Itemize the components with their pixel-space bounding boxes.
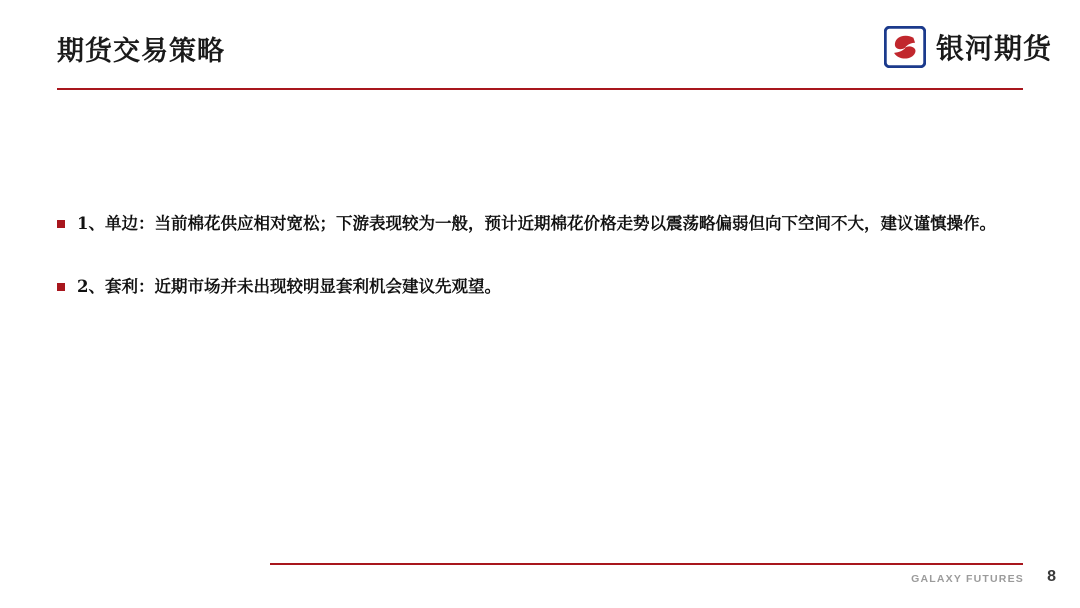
footer-divider	[270, 563, 1023, 565]
brand-logo-text: 银河期货	[935, 32, 1052, 65]
page-title: 期货交易策略	[57, 36, 225, 67]
slide-header	[0, 0, 1080, 92]
footer-brand-text: GALAXY FUTURES	[911, 573, 1024, 585]
list-item-text: 2、套利：近期市场并未出现较明显套利机会建议先观望。	[77, 276, 501, 296]
header-divider	[57, 88, 1023, 90]
list-item	[0, 273, 1080, 302]
galaxy-swirl-logo-icon	[884, 26, 926, 68]
list-item	[0, 210, 1080, 239]
slide-body	[0, 210, 1080, 336]
square-bullet-icon	[57, 220, 65, 228]
square-bullet-icon	[57, 283, 65, 291]
page-number: 8	[1047, 568, 1056, 585]
brand-logo	[884, 26, 1052, 68]
list-item-text: 1、单边：当前棉花供应相对宽松；下游表现较为一般，预计近期棉花价格走势以震荡略偏弱但向下空间不大，建议谨慎操作。	[77, 214, 996, 233]
